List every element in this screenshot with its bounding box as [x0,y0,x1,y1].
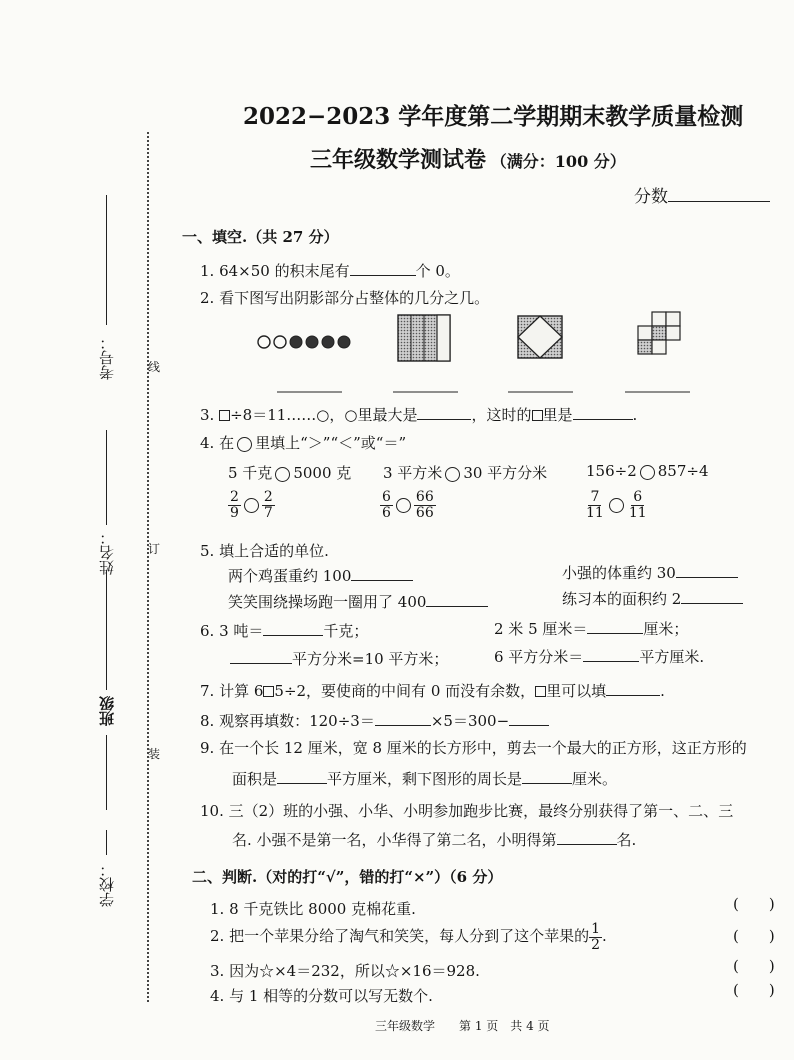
q5-text: 填上合适的单位. [219,542,329,560]
q9-number: 9. [200,739,215,757]
q4-r1c1-left: 5 千克 [228,464,273,482]
q9-line-2 [232,768,617,789]
q7-text-end: . [660,682,665,700]
fraction: $\frac{7}{11}$ [586,489,604,521]
judge-2-number: 2. [210,927,225,946]
score-field[interactable] [634,182,770,207]
circle-placeholder-icon [237,437,252,452]
question-9 [200,737,747,758]
q3-text: ÷8＝11……○，○里最大是 [230,406,418,424]
question-1 [200,260,460,281]
q4-text-2: 里填上“＞”“＜”或“＝” [255,434,407,452]
circles-figure [258,336,350,348]
question-3 [200,404,637,425]
q10-blank[interactable] [557,831,617,846]
q5-d-text: 练习本的面积约 2 [562,590,682,608]
q4-r1c1-right: 5000 克 [293,464,352,482]
q3-blank-2[interactable] [573,406,633,421]
judge-answer-3[interactable]: ( ) [733,957,775,975]
q7-text: 计算 6 [219,682,264,700]
fraction: $\frac{2}{7}$ [263,489,273,521]
q1-text-end: 个 0。 [415,262,460,280]
question-6 [200,620,368,641]
judge-1-text: 8 千克铁比 8000 克棉花重. [229,900,416,918]
judge-2-text: 把一个苹果分给了淘气和笑笑，每人分到了这个苹果的 [229,927,590,946]
compare-circle[interactable] [640,465,655,480]
q5-d-blank[interactable] [681,590,743,605]
q8-blank-1[interactable] [375,712,431,727]
q7-text-2: 5÷2，要使商的中间有 0 而没有余数， [274,682,536,700]
compare-circle[interactable] [609,498,624,513]
question-4 [200,432,406,453]
judge-item-1 [210,898,416,919]
judge-item-4 [210,985,433,1006]
exam-no-label: 考号： [98,335,116,380]
q6-d-text: 厘米； [643,620,689,638]
q10-c-text: 名. [616,831,637,849]
q4-r1c3-left: 156÷2 [586,462,637,480]
q5-d [562,588,743,609]
side-school [96,830,118,920]
q5-a-blank[interactable] [351,567,413,582]
q3-blank-1[interactable] [417,406,471,421]
q6-right-1 [494,618,688,639]
q3-text-end: . [632,406,638,424]
square-placeholder-icon [532,410,543,421]
judge-answer-2[interactable]: ( ) [733,927,775,945]
q1-number: 1. [200,262,215,280]
q1-answer-blank[interactable] [350,262,416,277]
q5-b [562,562,738,583]
q3-number: 3. [200,406,215,424]
q5-b-blank[interactable] [676,564,738,579]
fraction: $\frac{66}{66}$ [415,489,434,521]
q3-text-3: 里是 [542,406,573,424]
school-label: 学校： [98,862,116,907]
q6-number: 6. [200,622,215,640]
compare-circle[interactable] [396,498,411,513]
judge-4-text: 与 1 相等的分数可以写无数个. [229,987,433,1005]
binding-mark-line: 线 [148,360,161,374]
q6-b-text: 千克； [323,622,369,640]
q5-c [228,591,488,612]
q4-text: 在 [219,434,235,452]
q6-blank-4[interactable] [583,648,639,663]
q4-number: 4. [200,434,215,452]
judge-answer-1[interactable]: ( ) [733,895,775,913]
name-label: 姓名： [98,530,116,575]
diamond-figure [518,316,562,358]
side-name [96,430,118,605]
class-label: 班级 [98,696,116,726]
q8-blank-2[interactable] [509,712,549,727]
question-8 [200,710,549,731]
q2-text: 看下图写出阴影部分占整体的几分之几。 [219,289,490,307]
section1-heading: 一、填空.（共 27 分） [182,228,339,246]
judge-4-number: 4. [210,987,225,1005]
q4-r1c2-left: 3 平方米 [383,464,443,482]
side-class [96,610,118,810]
q9-blank-1[interactable] [277,770,327,785]
compare-circle[interactable] [275,467,290,482]
q8-text-2: ×5＝300− [430,712,510,730]
judge-item-3 [210,960,480,981]
q6-left-2 [230,648,448,669]
binding-mark-ding: 订 [148,542,161,556]
rectangle-figure [398,315,450,361]
q9-blank-2[interactable] [522,770,572,785]
q10-number: 10. [200,802,224,820]
q8-number: 8. [200,712,215,730]
score-label: 分数 [634,187,668,207]
compare-circle[interactable] [445,467,460,482]
question-2 [200,287,489,308]
binding-dotted-line [147,132,149,1002]
judge-3-text: 因为☆×4＝232，所以☆×16＝928. [229,962,480,980]
fraction: $\frac{2}{9}$ [230,489,239,521]
full-marks: （满分：100 分） [490,152,626,171]
question-5 [200,540,329,561]
judge-2-end: . [602,927,607,946]
q6-e-text: 平方分米=10 平方米； [292,650,449,668]
fraction: $\frac{6}{6}$ [382,489,391,521]
q6-g-text: 平方厘米. [639,648,705,666]
q6-c-text: 2 米 5 厘米＝ [494,620,588,638]
q4-r1c2-right: 30 平方分米 [463,464,548,482]
q6-blank-3[interactable] [230,650,292,665]
q6-f-text: 6 平方分米＝ [494,648,584,666]
question-7 [200,680,665,701]
square-placeholder-icon [263,686,274,697]
judge-3-number: 3. [210,962,225,980]
q5-c-text: 笑笑围绕操场跑一圈用了 400 [228,593,427,611]
q2-number: 2. [200,289,215,307]
q1-text: 64×50 的积末尾有 [219,262,350,280]
page-subtitle [310,143,626,174]
squares-figure [638,312,680,354]
fraction: $\frac{1}{2}$ [591,921,601,953]
judge-1-number: 1. [210,900,225,918]
side-exam-no [96,195,118,385]
q7-text-3: 里可以填 [546,682,607,700]
page-title: 2022−2023 学年度第二学期期末教学质量检测 [243,103,744,130]
question-10 [200,800,733,821]
q4-r1c3-right: 857÷4 [657,462,709,480]
subtitle-text: 三年级数学测试卷 [310,147,487,173]
q3-text-2: ，这时的 [471,406,532,424]
square-placeholder-icon [535,686,546,697]
q8-text: 观察再填数：120÷3＝ [219,712,375,730]
q9-c-text: 平方厘米，剩下图形的周长是 [327,770,523,788]
compare-circle[interactable] [244,498,259,513]
q10-b-text: 名. 小强不是第一名，小华得了第二名，小明得第 [232,831,557,849]
q5-c-blank[interactable] [426,593,488,608]
q10-line-2 [232,829,636,850]
square-placeholder-icon [219,410,230,421]
q6-blank-2[interactable] [587,620,643,635]
judge-answer-4[interactable]: ( ) [733,981,775,999]
q10-text: 三（2）班的小强、小华、小明参加跑步比赛，最终分别获得了第一、二、三 [228,802,734,820]
q9-text: 在一个长 12 厘米，宽 8 厘米的长方形中，剪去一个最大的正方形，这正方形的 [219,739,747,757]
page-footer: 三年级数学 第 1 页 共 4 页 [375,1019,550,1033]
q7-number: 7. [200,682,215,700]
fraction: $\frac{6}{11}$ [628,489,647,521]
q4-row-2 [228,490,748,530]
q5-a [228,565,413,586]
q5-number: 5. [200,542,215,560]
q9-d-text: 厘米。 [572,770,618,788]
q7-blank[interactable] [606,682,660,697]
q6-blank-1[interactable] [263,622,323,637]
q6-right-2 [494,646,704,667]
judge-item-2 [210,922,607,952]
binding-mark-zhuang: 装 [148,747,161,761]
q2-figures [250,308,700,400]
q5-b-text: 小强的体重约 30 [562,564,676,582]
q9-b-text: 面积是 [232,770,278,788]
q5-a-text: 两个鸡蛋重约 100 [228,567,352,585]
section2-heading: 二、判断.（对的打“√”，错的打“×”）（6 分） [192,868,503,886]
q6-a-text: 3 吨＝ [219,622,264,640]
